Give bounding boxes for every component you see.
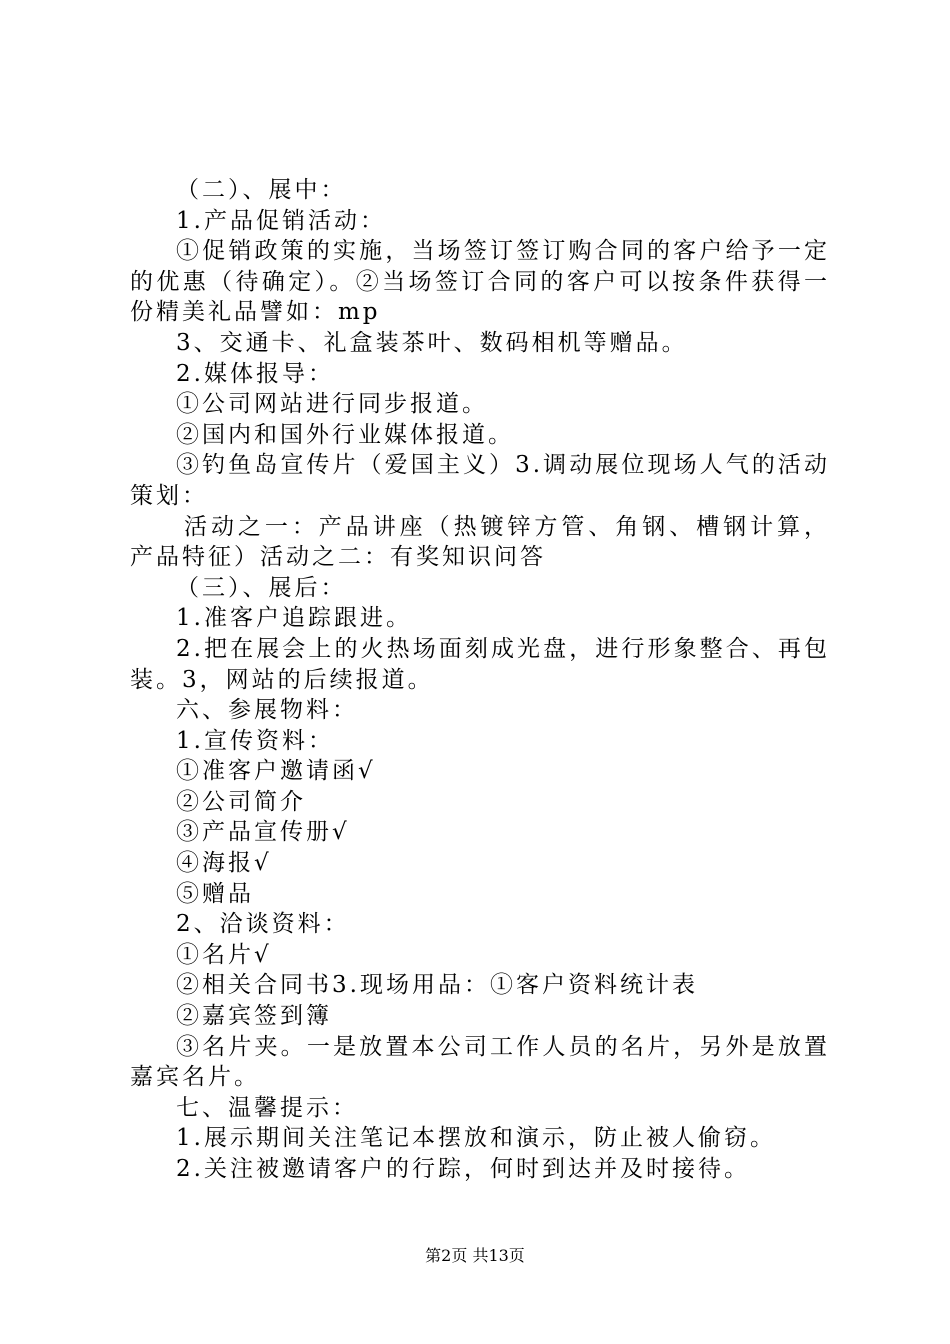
paragraph-23: ②嘉宾签到簿 <box>176 1003 332 1030</box>
paragraph-17: ③产品宣传册√ <box>176 819 350 846</box>
paragraph-18: ④海报√ <box>176 850 272 877</box>
paragraph-12: 2.把在展会上的火热场面刻成光盘，进行形象整合、再包装。3，网站的后续报道。 <box>130 635 830 693</box>
page-footer: 第2页 共13页 <box>425 1246 525 1265</box>
paragraph-8: ③钓鱼岛宣传片（爱国主义）3.调动展位现场人气的活动策划： <box>130 452 830 509</box>
paragraph-15: ①准客户邀请函√ <box>176 758 376 785</box>
paragraph-24: ③名片夹。一是放置本公司工作人员的名片，另外是放置嘉宾名片。 <box>130 1033 830 1091</box>
paragraph-5: 2.媒体报导： <box>176 360 334 387</box>
paragraph-10: （三）、展后： <box>176 574 347 601</box>
paragraph-13: 六、参展物料： <box>176 697 358 724</box>
paragraph-16: ②公司简介 <box>176 788 306 815</box>
paragraph-21: ①名片√ <box>176 941 272 968</box>
paragraph-11: 1.准客户追踪跟进。 <box>176 605 412 632</box>
paragraph-7: ②国内和国外行业媒体报道。 <box>176 421 514 448</box>
document-body <box>130 175 830 1185</box>
paragraph-9: 活动之一：产品讲座（热镀锌方管、角钢、槽钢计算，产品特征）活动之二：有奖知识问答 <box>130 513 830 571</box>
paragraph-22: ②相关合同书3.现场用品：①客户资料统计表 <box>176 972 698 999</box>
paragraph-26: 1.展示期间关注笔记本摆放和演示，防止被人偷窃。 <box>176 1125 776 1152</box>
paragraph-1: （二）、展中： <box>176 177 347 203</box>
paragraph-14: 1.宣传资料： <box>176 727 334 754</box>
paragraph-19: ⑤赠品 <box>176 880 254 907</box>
paragraph-2: 1.产品促销活动： <box>176 207 386 234</box>
paragraph-4: 3、交通卡、礼盒装茶叶、数码相机等赠品。 <box>176 329 688 356</box>
paragraph-3: ①促销政策的实施，当场签订签订购合同的客户给予一定的优惠（待确定）。②当场签订合同的客户可以按条件获得一份精美礼品譬如：mp <box>130 238 830 326</box>
paragraph-25: 七、温馨提示： <box>176 1094 358 1121</box>
paragraph-6: ①公司网站进行同步报道。 <box>176 391 488 418</box>
paragraph-27: 2.关注被邀请客户的行踪，何时到达并及时接待。 <box>176 1156 750 1182</box>
paragraph-20: 2、洽谈资料： <box>176 911 350 938</box>
